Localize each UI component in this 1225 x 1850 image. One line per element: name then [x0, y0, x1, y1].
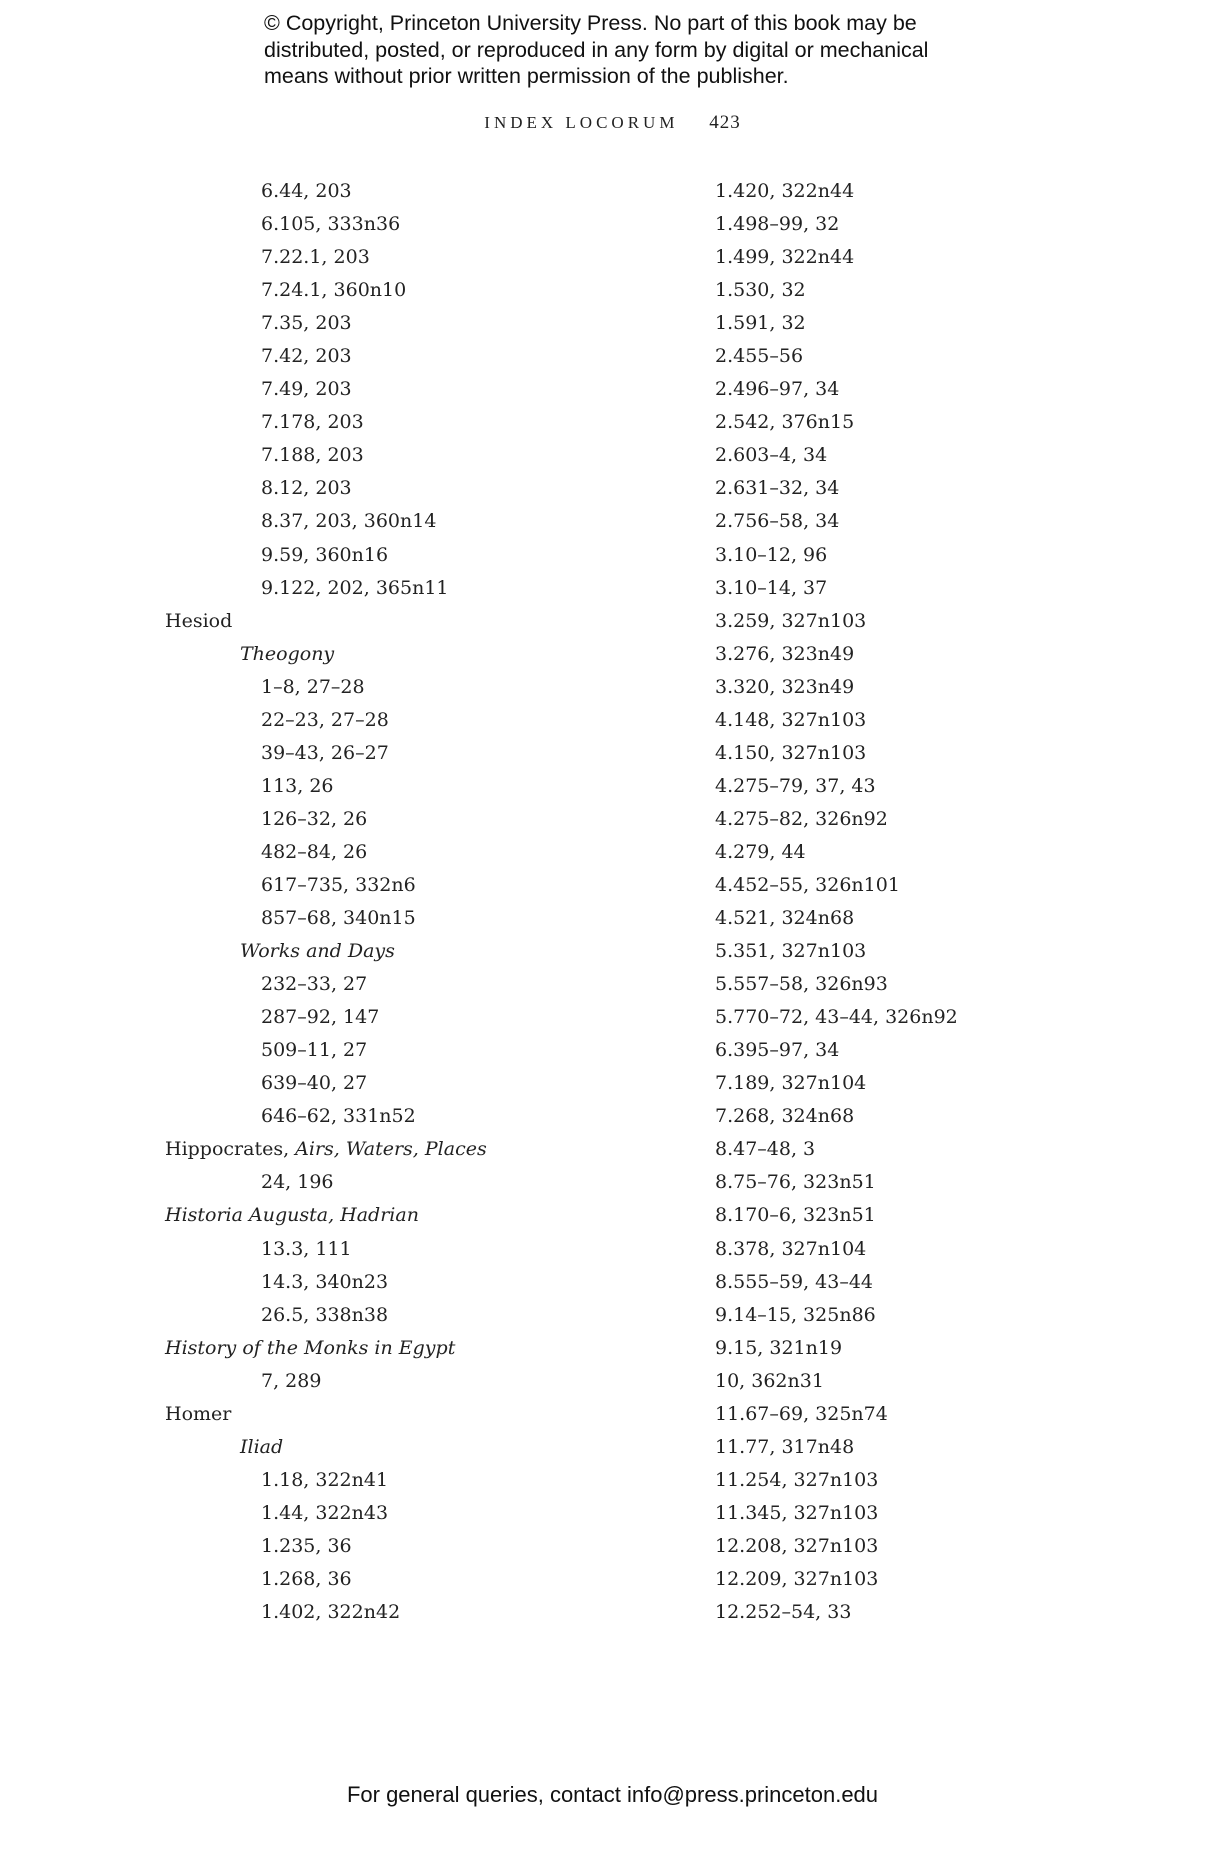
index-locator: 1.498–99, 32: [715, 213, 840, 236]
index-locator: 22–23, 27–28: [261, 708, 389, 731]
index-locator: 4.150, 327n103: [715, 741, 867, 764]
index-locator: 8.170–6, 323n51: [715, 1204, 876, 1227]
index-column-right: [715, 175, 1215, 1629]
index-locator: 7.49, 203: [261, 378, 352, 401]
index-locator: 1.499, 322n44: [715, 246, 855, 269]
index-locator: 6.395–97, 34: [715, 1039, 840, 1062]
index-locator: 113, 26: [261, 774, 334, 797]
index-locator: 12.252–54, 33: [715, 1601, 852, 1624]
index-locator: 7.42, 203: [261, 345, 352, 368]
index-locator: 10, 362n31: [715, 1369, 824, 1392]
index-locator: 11.345, 327n103: [715, 1501, 879, 1524]
index-locator: 7.178, 203: [261, 411, 364, 434]
index-locator: 3.10–12, 96: [715, 543, 828, 566]
index-locator: 9.59, 360n16: [261, 543, 389, 566]
copyright-line: © Copyright, Princeton University Press. No part of this book may be: [264, 11, 917, 35]
footer-contact: For general queries, contact info@press.princeton.edu: [346, 1782, 879, 1807]
running-head: [0, 112, 1225, 134]
index-locator: 2.603–4, 34: [715, 444, 828, 467]
index-locator: 4.452–55, 326n101: [715, 873, 900, 896]
copyright-line: means without prior written permission of the publisher.: [264, 64, 789, 88]
index-locator: 14.3, 340n23: [261, 1270, 389, 1293]
index-locator: 7.24.1, 360n10: [261, 279, 407, 302]
index-locator: 7.189, 327n104: [715, 1072, 867, 1095]
index-locator: 3.259, 327n103: [715, 609, 867, 632]
index-locator: 26.5, 338n38: [261, 1303, 389, 1326]
index-locator: 639–40, 27: [261, 1072, 368, 1095]
index-locator: 7, 289: [261, 1369, 322, 1392]
index-locator: 4.275–82, 326n92: [715, 807, 888, 830]
index-locator: 7.35, 203: [261, 312, 352, 335]
index-locator: 7.188, 203: [261, 444, 364, 467]
index-locator: 1.268, 36: [261, 1567, 352, 1590]
index-locator: 6.44, 203: [261, 180, 352, 202]
index-locator: 2.455–56: [715, 345, 804, 368]
index-locator: 8.12, 203: [261, 477, 352, 500]
index-locator: 1.235, 36: [261, 1534, 352, 1557]
copyright-notice: [264, 10, 1024, 90]
index-locator: 509–11, 27: [261, 1039, 368, 1062]
index-locator: 1–8, 27–28: [261, 675, 365, 698]
index-locator: 11.67–69, 325n74: [715, 1402, 888, 1425]
index-locator: 3.276, 323n49: [715, 642, 855, 665]
index-locator: 12.208, 327n103: [715, 1534, 879, 1557]
index-subheading: Iliad: [240, 1435, 284, 1458]
index-locator: 8.75–76, 323n51: [715, 1171, 876, 1194]
index-locator: 1.402, 322n42: [261, 1601, 401, 1624]
index-subheading: Works and Days: [240, 940, 395, 963]
index-locator: 3.10–14, 37: [715, 576, 828, 599]
index-locator: 2.542, 376n15: [715, 411, 855, 434]
index-locator: 8.378, 327n104: [715, 1237, 867, 1260]
running-head-title: INDEX LOCORUM: [484, 113, 679, 132]
index-locator: 6.105, 333n36: [261, 213, 401, 236]
index-locator: 39–43, 26–27: [261, 741, 389, 764]
index-locator: 5.351, 327n103: [715, 940, 867, 963]
copyright-line: distributed, posted, or reproduced in any form by digital or mechanical: [264, 37, 929, 62]
index-locator: 24, 196: [261, 1171, 334, 1194]
index-locator: 8.37, 203, 360n14: [261, 510, 437, 533]
index-locator: 3.320, 323n49: [715, 675, 855, 698]
index-locator: 1.44, 322n43: [261, 1501, 389, 1524]
index-locator: 12.209, 327n103: [715, 1567, 879, 1590]
index-column-left: [0, 175, 640, 1629]
index-locator: 11.77, 317n48: [715, 1435, 855, 1458]
index-locator: 4.148, 327n103: [715, 708, 867, 731]
index-locator: 617–735, 332n6: [261, 873, 416, 896]
index-heading: Historia Augusta, Hadrian: [165, 1204, 419, 1227]
index-locator: 7.268, 324n68: [715, 1105, 855, 1128]
index-locator: 11.254, 327n103: [715, 1468, 879, 1491]
index-locator: 2.631–32, 34: [715, 477, 840, 500]
index-locator: 4.521, 324n68: [715, 907, 855, 930]
index-locator: 9.14–15, 325n86: [715, 1303, 876, 1326]
index-locator: 5.770–72, 43–44, 326n92: [715, 1006, 958, 1029]
index-locator: 126–32, 26: [261, 807, 368, 830]
index-locator: 8.555–59, 43–44: [715, 1270, 874, 1293]
index-locator: 2.756–58, 34: [715, 510, 840, 533]
index-heading: History of the Monks in Egypt: [165, 1336, 456, 1359]
page-number: 423: [709, 112, 741, 133]
index-locator: 287–92, 147: [261, 1006, 380, 1029]
index-locator: 8.47–48, 3: [715, 1138, 816, 1161]
index-heading: Homer: [165, 1402, 232, 1425]
index-locator: 857–68, 340n15: [261, 907, 416, 930]
index-locator: 2.496–97, 34: [715, 378, 840, 401]
index-locator: 4.279, 44: [715, 840, 806, 863]
index-locator: 5.557–58, 326n93: [715, 973, 888, 996]
index-locator: 646–62, 331n52: [261, 1105, 416, 1128]
index-locator: 1.530, 32: [715, 279, 806, 302]
index-locator: 1.420, 322n44: [715, 180, 855, 202]
index-locator: 1.18, 322n41: [261, 1468, 389, 1491]
index-locator: 13.3, 111: [261, 1237, 352, 1260]
index-locator: 4.275–79, 37, 43: [715, 774, 876, 797]
index-locator: 9.15, 321n19: [715, 1336, 843, 1359]
index-locator: 9.122, 202, 365n11: [261, 576, 449, 599]
index-heading: Hippocrates, Airs, Waters, Places: [165, 1138, 487, 1161]
index-locator: 1.591, 32: [715, 312, 806, 335]
index-subheading: Theogony: [240, 642, 335, 665]
index-locator: 7.22.1, 203: [261, 246, 370, 269]
index-locator: 482–84, 26: [261, 840, 368, 863]
index-heading: Hesiod: [165, 609, 233, 632]
index-locator: 232–33, 27: [261, 973, 368, 996]
